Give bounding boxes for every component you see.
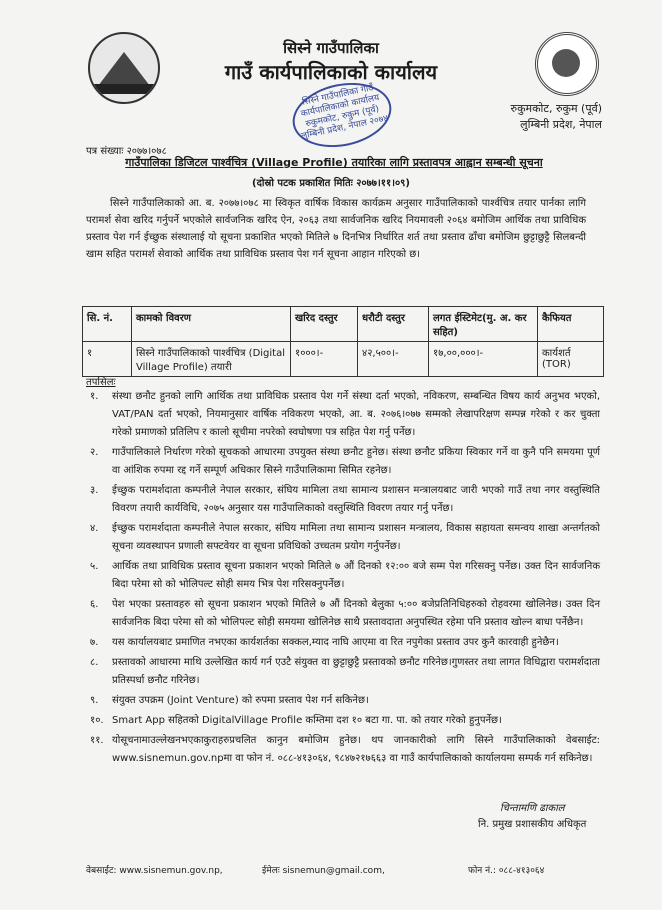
- note-number: २.: [90, 447, 99, 458]
- signatory-name: चिन्तामणि ढाकाल: [500, 803, 565, 814]
- cell-remarks: कार्यशर्त (TOR): [538, 342, 604, 377]
- note-text: ईच्छुक परामर्शदाता कम्पनीले नेपाल सरकार, संघिय मामिला तथा सामान्य प्रशासन मन्त्रालय, विकास सहायता समन्वय शाखा अन्तर्गतको सूचना व्यवस्थापन प्रणाली सफ्टवेयर वा सूचना प्रविधिको उच्चतम प्रयोग गर्नुपर्नेछ।: [112, 523, 600, 552]
- office-name: गाउँ कार्यपालिकाको कार्यालय: [224, 60, 438, 84]
- address-line-1: रुकुमकोट, रुकुम (पूर्व): [510, 102, 602, 115]
- notice-paragraph: सिस्ने गाउँपालिकाको आ. ब. २०७७।०७८ मा स्विकृत वार्षिक विकास कार्यक्रम अनुसार गाउँपालिकाको पार्श्वचित्र तयार पार्नका लागि परामर्श सेवा खरिद गर्नुपर्ने भएकोले सार्वजनिक खरिद ऐन, २०६३ तथा सार्वजनिक खरिद नियमावली २०६४ बमोजिम आर्थिक तथा प्राविधिक प्रस्ताव पेश गर्न ईच्छुक संस्थालाई यो सूचना प्रकाशित भएको मितिले ७ दिनभित्र निर्धारित शर्त तथा प्रस्ताव ढाँचा बमोजिम छुट्टाछुट्टै सिलबन्दी खाम सहित परामर्श सेवाको आर्थिक तथा प्राविधिक प्रस्ताव पेश गर्न सूचना आहान गरिएको छ।: [86, 198, 586, 260]
- col-header-deposit: धरौटी दस्तुर: [358, 307, 429, 342]
- note-text: योसूचनामाउल्लेखनभएकाकुराहरुप्रचलित कानुन बमोजिम हुनेछ। थप जानकारीको लागि सिस्ने गाउँपालिकाको वेबसाईट: www.sisnemun.gov.npमा वा फोन नं. ०८८-४१३०६४, ९८४७२१७६६३ वा गाउँ कार्यपालिकाको कार्यालयमा सम्पर्क गर्न सकिनेछ।: [112, 735, 600, 764]
- footer-email: ईमेलः sisnemun@gmail.com,: [262, 866, 385, 876]
- list-item: [90, 558, 600, 594]
- details-table: [82, 306, 604, 377]
- list-item: [90, 654, 600, 690]
- note-number: ७.: [90, 637, 99, 648]
- publish-date: (दोस्रो पटक प्रकाशित मितिः २०७७।११।०९): [252, 178, 410, 189]
- cell-deposit: ४२,५००।-: [358, 342, 429, 377]
- list-item: [90, 482, 600, 518]
- note-number: ९.: [90, 695, 99, 706]
- list-item: [90, 596, 600, 632]
- notes-list: [90, 388, 600, 770]
- list-item: [90, 520, 600, 556]
- note-text: संस्था छनौट हुनको लागि आर्थिक तथा प्राविधिक प्रस्ताव पेश गर्ने संस्था दर्ता भएको, नविकरण, सम्बन्धित विषय कार्य अनुभव भएको, VAT/PAN दर्ता भएको, नियमानुसार वार्षिक नविकरण भएको, आ. ब. २०७६।०७७ सम्मको लेखापरिक्षण सम्पन्न गरेको र कर चुक्ता गरेको प्रमाणको प्रतिलिप र कालो सूचीमा नपरेको स्वघोषणा पत्र सहित पेश गर्नु पर्नेछ।: [112, 391, 600, 438]
- note-text: पेश भएका प्रस्तावहरु सो सूचना प्रकाशन भएको मितिले ७ औं दिनको बेलुका ५:०० बजेप्रतिनिधिहरुको रोहवरमा खोलिनेछ। उक्त दिन सार्वजनिक बिदा परेमा सो को भोलिपल्ट सोही समयमा खोलिनेछ साथै प्रस्तावदाता अनुपस्थित रहेमा पनि प्रस्ताव खोल्न बाधा पर्नेछैन।: [112, 599, 600, 628]
- list-item: [90, 634, 600, 652]
- note-number: ८.: [90, 657, 99, 668]
- cell-description: सिस्ने गाउँपालिकाको पार्श्वचित्र (Digital Village Profile) तयारी: [132, 342, 291, 377]
- notice-subject: गाउँपालिका डिजिटल पार्श्वचित्र (Village Profile) तयारिका लागि प्रस्तावपत्र आह्वान सम्बन्धी सूचना: [125, 156, 543, 169]
- note-text: आर्थिक तथा प्राविधिक प्रस्ताव सूचना प्रकाशन भएको मितिले ७ औं दिनको १२:०० बजे सम्म पेश गरिसक्नु पर्नेछ। उक्त दिन सार्वजनिक बिदा परेमा सो को भोलिपल्ट सोही समय भित्र पेश गरिसक्नुपर्नेछ।: [112, 561, 600, 590]
- note-text: Smart App सहितको DigitalVillage Profile कम्तिमा दश १० बटा गा. पा. को तयार गरेको हुनुपर्नेछ।: [112, 715, 502, 726]
- table-header-row: [83, 307, 604, 342]
- footer-phone: फोन नं.: ०८८-४१३०६४: [468, 866, 545, 876]
- note-number: ४.: [90, 523, 99, 534]
- note-text: गाउँपालिकाले निर्धारण गरेको सूचकको आधारमा उपयुक्त संस्था छनौट हुनेछ। संस्था छनौट प्रकिया स्विकार गर्ने वा कुनै पनि समयमा पूर्ण वा आंशिक रुपमा रद्द गर्ने सम्पूर्ण अधिकार सिस्ने गाउँपालिकामा सिमित रहनेछ।: [112, 447, 600, 476]
- note-text: संयुक्त उपक्रम (Joint Venture) को रुपमा प्रस्ताव पेश गर्न सकिनेछ।: [112, 695, 369, 706]
- col-header-sn: सि. नं.: [83, 307, 132, 342]
- note-number: १०.: [90, 715, 104, 726]
- col-header-description: कामको विवरण: [132, 307, 291, 342]
- cell-estimate: १७,००,०००।-: [429, 342, 538, 377]
- col-header-remarks: कैफियत: [538, 307, 604, 342]
- municipality-name: सिस्ने गाउँपालिका: [283, 39, 379, 57]
- note-number: ६.: [90, 599, 99, 610]
- col-header-estimate: लगत ईस्टिमेट(मु. अ. कर सहित): [429, 307, 538, 342]
- list-item: [90, 444, 600, 480]
- note-number: ११.: [90, 735, 104, 746]
- note-number: ३.: [90, 485, 99, 496]
- address-line-2: लुम्बिनी प्रदेश, नेपाल: [520, 118, 602, 131]
- note-text: यस कार्यालयबाट प्रमाणित नभएका कार्यशर्तका सक्कल,म्याद नाघि आएमा वा रित नपुगेका प्रस्ताव उपर कुनै कारवाही हुनेछैन।: [112, 637, 559, 648]
- list-item: [90, 692, 600, 710]
- list-item: [90, 712, 600, 730]
- list-item: [90, 732, 600, 768]
- note-number: १.: [90, 391, 99, 402]
- cell-purchase-fee: १०००।-: [291, 342, 358, 377]
- cell-sn: १: [83, 342, 132, 377]
- note-number: ५.: [90, 561, 99, 572]
- table-row: [83, 342, 604, 377]
- note-text: प्रस्तावको आधारमा माथि उल्लेखित कार्य गर्न एउटै संयुक्त वा छुट्टाछुट्टै प्रस्तावको छनौट गरिनेछ।गुणस्तर तथा लागत विधिद्वारा परामर्शदाता प्रतिस्पर्धा छनौट गरिनेछ।: [112, 657, 600, 686]
- office-stamp: सिस्ने गाउँपालिका गाउँ कार्यपालिकाको कार्यालय रुकुमकोट, रुकुम (पूर्व) लुम्बिनी प्रदेश, नेपाल २०७४: [287, 74, 398, 155]
- reference-number: पत्र संख्याः २०७७।०७८: [86, 146, 167, 157]
- list-item: [90, 388, 600, 442]
- note-text: ईच्छुक परामर्शदाता कम्पनीले नेपाल सरकार, संघिय मामिला तथा सामान्य प्रशासन मन्त्रालयबाट जारी भएको गाउँ तथा नगर वस्तुस्थिति विवरण तयारी कार्यविधि, २०७५ अनुसार यस गाउँपालिकाको वस्तुस्थिति विवरण तयार गर्नु पर्नेछ।: [112, 485, 600, 514]
- signatory-title: नि. प्रमुख प्रशासकीय अधिकृत: [478, 819, 587, 830]
- footer-website: वेबसाईट: www.sisnemun.gov.np,: [86, 866, 223, 876]
- notes-title: तपसिलः: [86, 377, 116, 388]
- col-header-purchase-fee: खरिद दस्तुर: [291, 307, 358, 342]
